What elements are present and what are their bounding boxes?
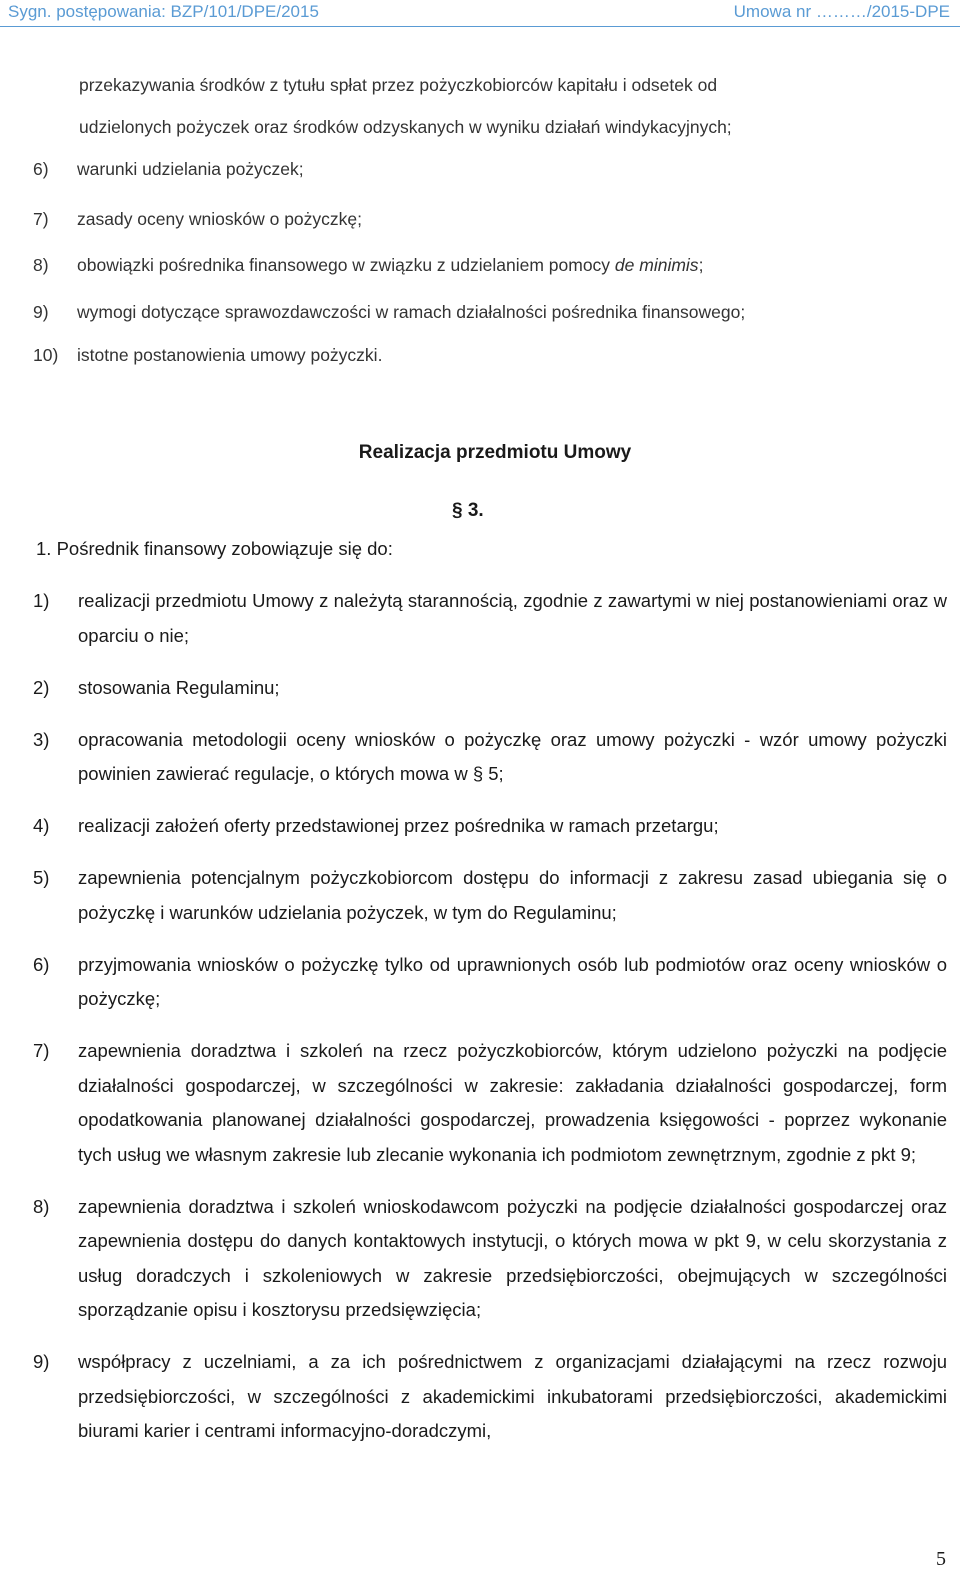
section-sign: § 3. — [452, 500, 484, 521]
list-item — [33, 157, 304, 181]
list-item — [33, 948, 947, 1017]
item-text: zapewnienia doradztwa i szkoleń wnioskodawcom pożyczki na podjęcie działalności gospodarczej oraz zapewnienia dostępu do danych kontaktowych instytucji, o których mowa w pkt 9, w celu skorzystania z usług doradczych i szkoleniowych w zakresie przedsiębiorczości, obejmujących w szczególności sporządzanie opisu i kosztorysu przedsięwzięcia; — [78, 1195, 947, 1320]
item-number: 4) — [33, 815, 50, 836]
contract-number: Umowa nr ………/2015-DPE — [733, 2, 950, 21]
list-item — [33, 1190, 947, 1328]
clause-heading: 1. Pośrednik finansowy zobowiązuje się do: — [36, 538, 393, 559]
item-number: 5) — [33, 867, 50, 888]
item-text: zapewnienia doradztwa i szkoleń na rzecz pożyczkobiorców, którym udzielono pożyczki na podjęcie działalności gospodarczej, w szczególności w zakresie: zakładania działalności gospodarczej, form opodatkowania planowanej działalności gospodarczej, prowadzenia księgowości - poprzez wykonanie tych usług we własnym zakresie lub zlecanie wykonania ich podmiotom zewnętrznym, zgodnie z pkt 9; — [78, 1040, 947, 1165]
item-number: 7) — [33, 1040, 50, 1061]
list-item — [33, 300, 745, 324]
item-number: 6) — [33, 159, 49, 179]
list-item — [33, 723, 947, 792]
section-title: Realizacja przedmiotu Umowy — [358, 442, 632, 463]
item-number: 1) — [33, 590, 50, 611]
item-text-italic: de minimis — [614, 255, 699, 275]
item-number: 9) — [33, 302, 49, 322]
item-number: 9) — [33, 1351, 50, 1372]
item-text: realizacji założeń oferty przedstawionej przez pośrednika w ramach przetargu; — [78, 815, 719, 836]
item-number: 7) — [33, 209, 49, 229]
page-header — [0, 0, 960, 27]
list-item — [33, 207, 362, 231]
list-item — [33, 253, 703, 277]
item-number: 2) — [33, 676, 50, 698]
list-item — [33, 584, 947, 653]
continuation-line: udzielonych pożyczek oraz środków odzyskanych w wyniku działań windykacyjnych; — [79, 117, 732, 137]
item-text: warunki udzielania pożyczek; — [77, 159, 304, 179]
item-text: współpracy z uczelniami, a za ich pośrednictwem z organizacjami działającymi na rzecz rozwoju przedsiębiorczości, w szczególności z akademickimi inkubatorami przedsiębiorczości, akademickimi biurami karier i centrami informacyjno-doradczymi, — [78, 1351, 947, 1441]
list-item — [33, 671, 947, 706]
list-item — [33, 343, 382, 367]
list-item — [33, 809, 947, 844]
case-reference: Sygn. postępowania: BZP/101/DPE/2015 — [8, 2, 319, 21]
item-text: realizacji przedmiotu Umowy z należytą starannością, zgodnie z zawartymi w niej postanowieniami oraz w oparciu o nie; — [78, 590, 947, 646]
item-number: 8) — [33, 255, 49, 275]
list-item — [33, 861, 947, 930]
obligations-list — [33, 584, 947, 1466]
item-text: stosowania Regulaminu; — [78, 676, 280, 698]
item-number: 8) — [33, 1195, 50, 1217]
item-text-end: ; — [698, 255, 704, 275]
item-text: istotne postanowienia umowy pożyczki. — [77, 345, 383, 365]
item-text: opracowania metodologii oceny wniosków o pożyczkę oraz umowy pożyczki - wzór umowy pożyczki powinien zawierać regulacje, o których mowa w § 5; — [78, 728, 947, 784]
item-text: zapewnienia potencjalnym pożyczkobiorcom dostępu do informacji z zakresu zasad ubiegania się o pożyczkę i warunków udzielania pożyczek, w tym do Regulaminu; — [78, 867, 947, 923]
item-text: przyjmowania wniosków o pożyczkę tylko od uprawnionych osób lub podmiotów oraz oceny wniosków o pożyczkę; — [78, 953, 947, 1009]
list-item — [33, 1034, 947, 1172]
page-number: 5 — [936, 1548, 946, 1570]
item-text: wymogi dotyczące sprawozdawczości w ramach działalności pośrednika finansowego; — [77, 302, 746, 322]
item-number: 6) — [33, 953, 50, 975]
item-number: 3) — [33, 728, 50, 750]
item-text: obowiązki pośrednika finansowego w związku z udzielaniem pomocy — [77, 255, 615, 275]
continuation-line: przekazywania środków z tytułu spłat przez pożyczkobiorców kapitału i odsetek od — [79, 75, 718, 95]
item-text: zasady oceny wniosków o pożyczkę; — [77, 209, 362, 229]
item-number: 10) — [33, 345, 59, 365]
list-item — [33, 1345, 947, 1449]
